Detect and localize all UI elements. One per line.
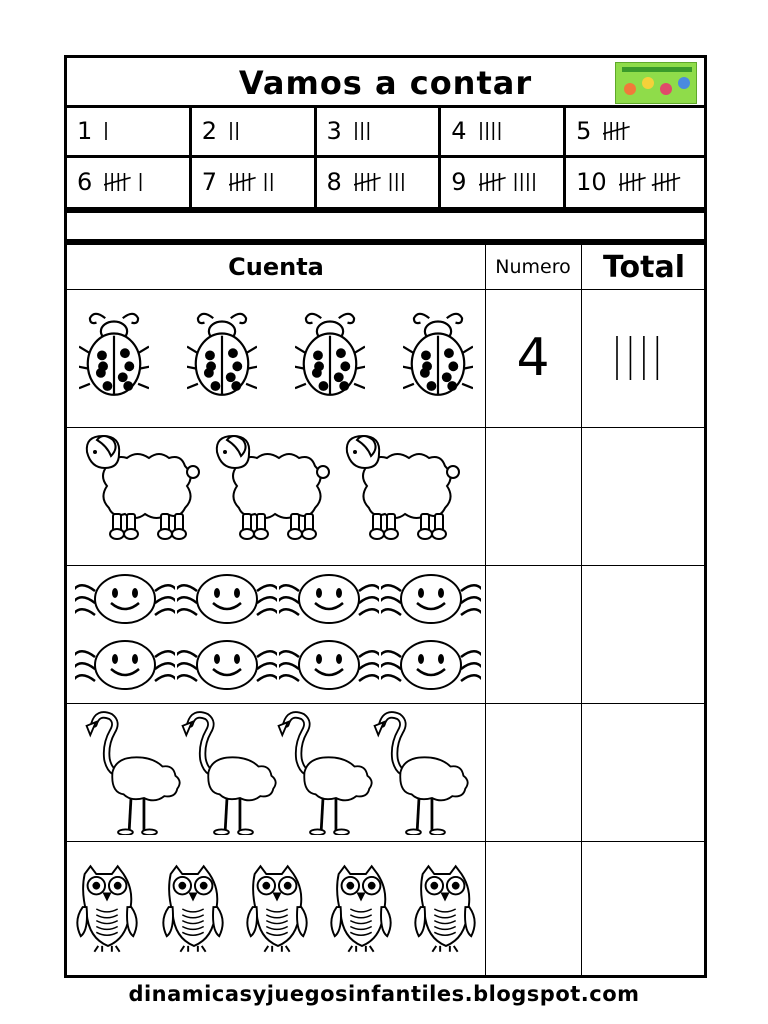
owl-picture (159, 859, 227, 959)
header-count: Cuenta (228, 253, 324, 281)
tally-marks (603, 120, 648, 142)
tally-reference-cell (192, 158, 317, 208)
owl-picture (73, 859, 141, 959)
spider-picture (75, 569, 175, 629)
tally-number: 9 (451, 168, 467, 197)
tally-number: 10 (576, 168, 607, 197)
header-number: Numero (495, 256, 571, 278)
tally-marks (229, 171, 286, 193)
tally-marks (615, 334, 673, 382)
header-total: Total (603, 249, 685, 285)
row-divider (67, 703, 704, 704)
row-divider (67, 565, 704, 566)
owl-picture (243, 859, 311, 959)
row-divider (67, 841, 704, 842)
tally-reference-cell (317, 108, 442, 158)
title-bar (64, 55, 707, 108)
tally-reference-cell (192, 108, 317, 158)
footer-url: dinamicasyjuegosinfantiles.blogspot.com (128, 982, 640, 1006)
tally-reference-cell (67, 158, 192, 208)
ladybug-picture (187, 301, 257, 401)
spider-picture (75, 635, 175, 695)
row-tally-answer (581, 289, 707, 427)
tally-reference-cell (441, 108, 566, 158)
ladybug-picture (295, 301, 365, 401)
tally-number: 5 (576, 117, 592, 146)
sheep-picture (79, 429, 203, 557)
tally-number: 8 (326, 168, 342, 197)
tally-number: 2 (201, 117, 218, 146)
tally-marks (354, 120, 376, 142)
spider-picture (279, 569, 379, 629)
counting-table (64, 242, 707, 978)
spider-picture (381, 635, 481, 695)
tally-marks (619, 171, 704, 193)
tally-reference-cell (317, 158, 442, 208)
blank-row (64, 210, 707, 242)
sheep-picture (339, 429, 463, 557)
tally-reference-cell (441, 158, 566, 208)
tally-number: 6 (77, 168, 93, 197)
sheep-picture (209, 429, 333, 557)
row-number-answer: 4 (516, 328, 550, 388)
spider-picture (381, 569, 481, 629)
tally-marks (104, 171, 155, 193)
tally-number: 4 (451, 117, 467, 146)
tally-reference-grid (64, 108, 707, 210)
owl-picture (411, 859, 479, 959)
tally-marks (479, 171, 548, 193)
tally-marks (229, 120, 245, 142)
tally-marks (479, 120, 508, 142)
spider-picture (279, 635, 379, 695)
logo-illustration (616, 63, 698, 105)
tally-reference-cell (566, 108, 704, 158)
spider-picture (177, 635, 277, 695)
tally-number: 3 (326, 117, 342, 146)
owl-picture (327, 859, 395, 959)
flamingo-picture (363, 711, 475, 835)
row-divider (67, 427, 704, 428)
ladybug-picture (403, 301, 473, 401)
ladybug-picture (79, 301, 149, 401)
tally-marks (354, 171, 417, 193)
tally-reference-cell (566, 158, 704, 208)
tally-number: 7 (201, 168, 218, 197)
page-title: Vamos a contar (238, 64, 533, 102)
tally-marks (104, 120, 114, 142)
spider-picture (177, 569, 277, 629)
tally-reference-cell (67, 108, 192, 158)
tally-number: 1 (77, 117, 93, 146)
blog-logo (615, 62, 697, 104)
